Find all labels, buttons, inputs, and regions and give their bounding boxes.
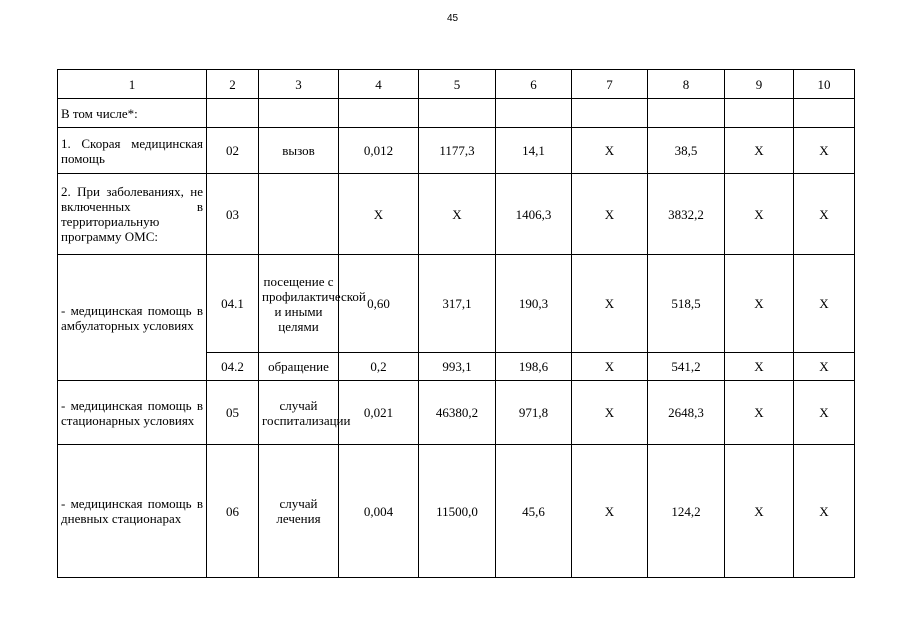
row-label: 2. При заболеваниях, не включенных в территориальную программу ОМС: [58, 174, 207, 255]
table-cell: Х [725, 353, 794, 381]
table-cell: Х [725, 445, 794, 578]
table-cell [648, 99, 725, 128]
table-cell: Х [794, 255, 855, 353]
data-table [57, 69, 855, 578]
table-cell: 971,8 [496, 381, 572, 445]
table-cell: 198,6 [496, 353, 572, 381]
table-cell [572, 99, 648, 128]
table-cell: случай госпитализации [259, 381, 339, 445]
table-cell: 0,021 [339, 381, 419, 445]
table-cell: Х [794, 381, 855, 445]
table-cell: вызов [259, 128, 339, 174]
table-cell: 04.1 [207, 255, 259, 353]
table-cell [259, 174, 339, 255]
table-cell [207, 99, 259, 128]
table-cell: Х [794, 128, 855, 174]
table-cell: 0,2 [339, 353, 419, 381]
table-cell: 14,1 [496, 128, 572, 174]
table-cell: Х [794, 353, 855, 381]
table-cell: Х [725, 255, 794, 353]
row-label: - медицинская помощь в амбулаторных условиях [58, 255, 207, 381]
table-cell: посещение с профилактической и иными целями [259, 255, 339, 353]
header-cell: 9 [725, 70, 794, 99]
header-cell: 2 [207, 70, 259, 99]
table-cell: 317,1 [419, 255, 496, 353]
header-cell: 7 [572, 70, 648, 99]
row-label: - медицинская помощь в стационарных условиях [58, 381, 207, 445]
table-cell [339, 99, 419, 128]
row-label: 1. Скорая медицинская помощь [58, 128, 207, 174]
table-cell: 1406,3 [496, 174, 572, 255]
table-cell [725, 99, 794, 128]
table-cell: 45,6 [496, 445, 572, 578]
table-row [58, 381, 855, 445]
table-cell: 02 [207, 128, 259, 174]
table-cell [419, 99, 496, 128]
table-cell: обращение [259, 353, 339, 381]
header-cell: 8 [648, 70, 725, 99]
table-cell: 0,60 [339, 255, 419, 353]
table-cell: 46380,2 [419, 381, 496, 445]
table-cell: Х [725, 128, 794, 174]
table-cell: Х [572, 174, 648, 255]
row-label: - медицинская помощь в дневных стационарах [58, 445, 207, 578]
table-cell: Х [725, 174, 794, 255]
table-cell: случай лечения [259, 445, 339, 578]
header-cell: 5 [419, 70, 496, 99]
table-cell: 0,012 [339, 128, 419, 174]
table-cell: 518,5 [648, 255, 725, 353]
table-cell: 993,1 [419, 353, 496, 381]
table-cell: 38,5 [648, 128, 725, 174]
table-cell: 124,2 [648, 445, 725, 578]
table-cell: Х [572, 128, 648, 174]
table-cell: 2648,3 [648, 381, 725, 445]
table-row [58, 445, 855, 578]
table-cell: 05 [207, 381, 259, 445]
table-cell: Х [572, 381, 648, 445]
table-cell [496, 99, 572, 128]
page-number: 45 [446, 13, 459, 24]
header-cell: 10 [794, 70, 855, 99]
table-cell: Х [725, 381, 794, 445]
table-cell: Х [794, 174, 855, 255]
table-cell: Х [572, 255, 648, 353]
table-cell: 0,004 [339, 445, 419, 578]
table-cell [794, 99, 855, 128]
header-row [58, 70, 855, 99]
table-cell [259, 99, 339, 128]
table-cell: 1177,3 [419, 128, 496, 174]
header-cell: 6 [496, 70, 572, 99]
header-cell: 4 [339, 70, 419, 99]
table-cell: Х [572, 353, 648, 381]
header-cell: 3 [259, 70, 339, 99]
table-cell: Х [339, 174, 419, 255]
table-row [58, 128, 855, 174]
table-cell: Х [794, 445, 855, 578]
table-cell: 03 [207, 174, 259, 255]
table-cell: 541,2 [648, 353, 725, 381]
table-cell: Х [572, 445, 648, 578]
header-cell: 1 [58, 70, 207, 99]
table-cell: 06 [207, 445, 259, 578]
table-cell: 3832,2 [648, 174, 725, 255]
table-cell: Х [419, 174, 496, 255]
table-row [58, 174, 855, 255]
table-cell: 04.2 [207, 353, 259, 381]
table-cell: 11500,0 [419, 445, 496, 578]
table-row [58, 99, 855, 128]
table-row [58, 255, 855, 353]
row-label: В том числе*: [58, 99, 207, 128]
table-cell: 190,3 [496, 255, 572, 353]
